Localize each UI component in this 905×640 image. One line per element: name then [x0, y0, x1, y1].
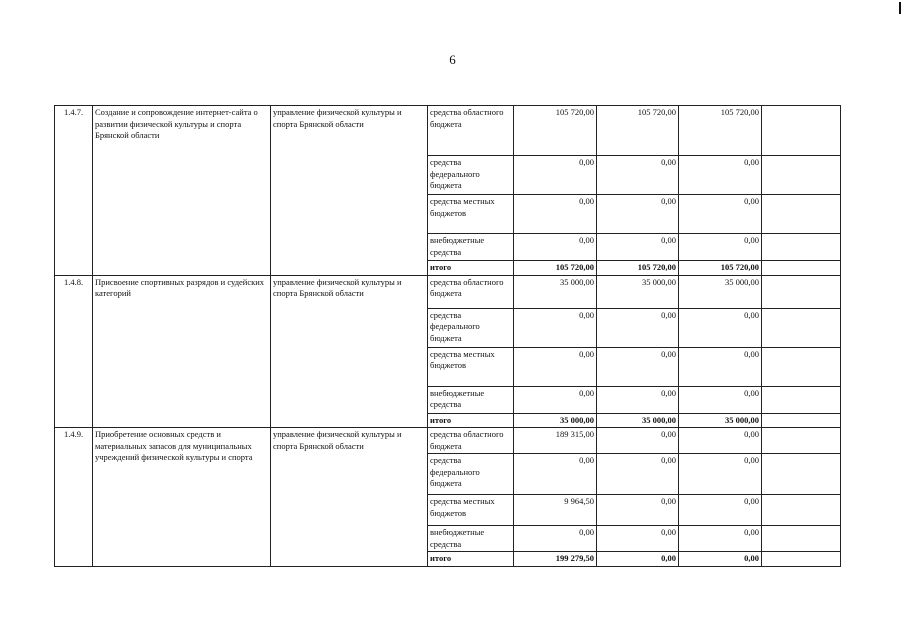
funding-source: средства федерального бюджета [428, 308, 514, 347]
funding-source: внебюджетные средства [428, 526, 514, 552]
amount-col-3: 35 000,00 [679, 275, 762, 308]
item-code: 1.4.7. [55, 106, 93, 276]
empty-cell [762, 156, 841, 195]
amount-col-2: 0,00 [597, 386, 679, 413]
amount-col-2: 0,00 [597, 308, 679, 347]
budget-table [54, 105, 841, 567]
amount-col-2: 0,00 [597, 156, 679, 195]
amount-col-3: 0,00 [679, 454, 762, 495]
amount-col-2: 105 720,00 [597, 261, 679, 276]
funding-source: итого [428, 552, 514, 567]
funding-source: средства местных бюджетов [428, 195, 514, 234]
amount-col-3: 0,00 [679, 308, 762, 347]
amount-col-3: 0,00 [679, 234, 762, 261]
empty-cell [762, 526, 841, 552]
amount-col-3: 0,00 [679, 495, 762, 526]
empty-cell [762, 386, 841, 413]
amount-col-3: 35 000,00 [679, 413, 762, 428]
amount-col-1: 105 720,00 [514, 106, 597, 156]
item-executor: управление физической культуры и спорта Брянской области [271, 106, 428, 276]
item-code: 1.4.9. [55, 428, 93, 567]
funding-source: итого [428, 413, 514, 428]
amount-col-2: 0,00 [597, 454, 679, 495]
amount-col-2: 35 000,00 [597, 413, 679, 428]
amount-col-2: 0,00 [597, 234, 679, 261]
amount-col-1: 0,00 [514, 386, 597, 413]
table-row [55, 275, 841, 308]
amount-col-1: 0,00 [514, 195, 597, 234]
empty-cell [762, 234, 841, 261]
amount-col-2: 0,00 [597, 428, 679, 454]
funding-source: средства местных бюджетов [428, 347, 514, 386]
amount-col-1: 0,00 [514, 156, 597, 195]
amount-col-2: 0,00 [597, 195, 679, 234]
amount-col-2: 35 000,00 [597, 275, 679, 308]
amount-col-1: 35 000,00 [514, 413, 597, 428]
amount-col-2: 0,00 [597, 552, 679, 567]
amount-col-1: 0,00 [514, 454, 597, 495]
amount-col-3: 0,00 [679, 386, 762, 413]
empty-cell [762, 308, 841, 347]
amount-col-2: 105 720,00 [597, 106, 679, 156]
empty-cell [762, 552, 841, 567]
item-name: Приобретение основных средств и материальных запасов для муниципальных учреждений физической культуры и спорта [93, 428, 271, 567]
funding-source: средства федерального бюджета [428, 156, 514, 195]
amount-col-3: 0,00 [679, 428, 762, 454]
amount-col-3: 0,00 [679, 552, 762, 567]
empty-cell [762, 454, 841, 495]
amount-col-2: 0,00 [597, 347, 679, 386]
empty-cell [762, 495, 841, 526]
page-number: 6 [449, 52, 456, 67]
table-row [55, 106, 841, 156]
empty-cell [762, 347, 841, 386]
empty-cell [762, 195, 841, 234]
funding-source: средства федерального бюджета [428, 454, 514, 495]
amount-col-3: 0,00 [679, 195, 762, 234]
table-row [55, 428, 841, 454]
empty-cell [762, 413, 841, 428]
empty-cell [762, 106, 841, 156]
empty-cell [762, 275, 841, 308]
amount-col-1: 0,00 [514, 234, 597, 261]
amount-col-1: 199 279,50 [514, 552, 597, 567]
funding-source: средства областного бюджета [428, 275, 514, 308]
amount-col-3: 105 720,00 [679, 261, 762, 276]
amount-col-1: 0,00 [514, 526, 597, 552]
item-name: Создание и сопровождение интернет-сайта о развитии физической культуры и спорта Брянской области [93, 106, 271, 276]
funding-source: средства областного бюджета [428, 428, 514, 454]
amount-col-1: 9 964,50 [514, 495, 597, 526]
amount-col-3: 105 720,00 [679, 106, 762, 156]
amount-col-1: 189 315,00 [514, 428, 597, 454]
funding-source: внебюджетные средства [428, 386, 514, 413]
empty-cell [762, 261, 841, 276]
funding-source: внебюджетные средства [428, 234, 514, 261]
empty-cell [762, 428, 841, 454]
funding-source: средства местных бюджетов [428, 495, 514, 526]
amount-col-3: 0,00 [679, 347, 762, 386]
item-name: Присвоение спортивных разрядов и судейских категорий [93, 275, 271, 428]
amount-col-1: 35 000,00 [514, 275, 597, 308]
amount-col-3: 0,00 [679, 156, 762, 195]
edge-mark [899, 2, 901, 14]
amount-col-2: 0,00 [597, 495, 679, 526]
amount-col-1: 0,00 [514, 308, 597, 347]
amount-col-2: 0,00 [597, 526, 679, 552]
amount-col-1: 105 720,00 [514, 261, 597, 276]
amount-col-3: 0,00 [679, 526, 762, 552]
amount-col-1: 0,00 [514, 347, 597, 386]
item-code: 1.4.8. [55, 275, 93, 428]
funding-source: итого [428, 261, 514, 276]
item-executor: управление физической культуры и спорта Брянской области [271, 428, 428, 567]
item-executor: управление физической культуры и спорта Брянской области [271, 275, 428, 428]
funding-source: средства областного бюджета [428, 106, 514, 156]
